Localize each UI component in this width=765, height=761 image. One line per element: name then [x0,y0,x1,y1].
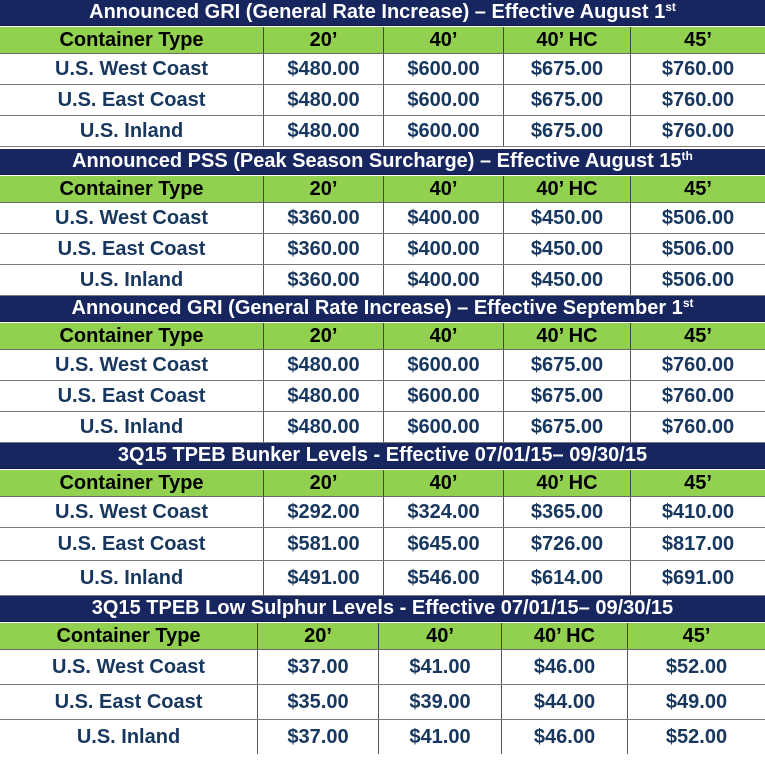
header-row [0,469,765,497]
rate-20ft: $35.00 [258,685,379,719]
header-45ft: 45’ [682,624,711,647]
header-container-type: Container Type [0,176,264,202]
header-row [0,322,765,350]
header-20ft: 20’ [264,323,384,349]
section-low-sulphur-levels [0,596,765,754]
rate-40ft-hc: $675.00 [504,412,631,442]
rate-40ft-hc: $675.00 [504,54,631,84]
rate-20ft: $581.00 [264,528,384,560]
rate-40ft: $324.00 [384,497,504,527]
rate-40ft-hc: $46.00 [502,650,628,684]
rate-20ft: $292.00 [264,497,384,527]
section-title: 3Q15 TPEB Low Sulphur Levels - Effective 07/01/15– 09/30/15 [0,596,765,622]
rate-40ft: $600.00 [384,350,504,380]
rate-45ft: $760.00 [661,353,735,376]
table-row [0,528,765,561]
rate-40ft-hc: $726.00 [504,528,631,560]
header-40ft: 40’ [384,176,504,202]
row-label: U.S. East Coast [0,234,264,264]
row-label: U.S. East Coast [0,685,258,719]
rate-40ft-hc: $675.00 [504,85,631,115]
header-40ft: 40’ [384,323,504,349]
table-row [0,85,765,116]
header-45ft: 45’ [684,28,712,51]
header-40ft: 40’ [384,470,504,496]
header-container-type: Container Type [0,470,264,496]
rate-40ft: $645.00 [384,528,504,560]
rate-40ft: $41.00 [379,720,502,754]
rate-20ft: $360.00 [264,265,384,295]
row-label: U.S. West Coast [0,350,264,380]
header-container-type: Container Type [0,323,264,349]
section-title: 3Q15 TPEB Bunker Levels - Effective 07/01/15– 09/30/15 [0,443,765,469]
rate-40ft-hc: $450.00 [504,265,631,295]
rate-20ft: $480.00 [264,85,384,115]
header-40ft-hc: 40’ HC [504,176,631,202]
section-bunker-levels [0,443,765,596]
rate-40ft-hc: $675.00 [504,381,631,411]
rate-45ft: $52.00 [665,725,728,748]
rate-45ft: $410.00 [661,500,735,523]
header-45ft: 45’ [684,324,712,347]
rate-40ft: $600.00 [384,412,504,442]
header-row [0,175,765,203]
rate-40ft-hc: $46.00 [502,720,628,754]
header-20ft: 20’ [264,470,384,496]
row-label: U.S. Inland [0,265,264,295]
header-40ft: 40’ [384,27,504,53]
rate-40ft: $400.00 [384,234,504,264]
row-label: U.S. East Coast [0,381,264,411]
section-title: Announced PSS (Peak Season Surcharge) – Effective August 15th [0,149,765,175]
rate-45ft: $760.00 [661,415,735,438]
rate-40ft-hc: $44.00 [502,685,628,719]
rate-20ft: $37.00 [258,720,379,754]
rate-40ft: $546.00 [384,561,504,595]
rate-45ft: $506.00 [661,206,735,229]
row-label: U.S. Inland [0,412,264,442]
table-row [0,412,765,443]
table-row [0,203,765,234]
rate-20ft: $360.00 [264,203,384,233]
header-40ft: 40’ [379,623,502,649]
header-20ft: 20’ [258,623,379,649]
table-row [0,234,765,265]
rate-45ft: $52.00 [665,655,728,678]
row-label: U.S. Inland [0,561,264,595]
table-row [0,720,765,754]
rate-40ft: $600.00 [384,54,504,84]
rate-40ft-hc: $365.00 [504,497,631,527]
row-label: U.S. Inland [0,720,258,754]
rate-40ft-hc: $450.00 [504,234,631,264]
header-40ft-hc: 40’ HC [502,623,628,649]
table-row [0,265,765,296]
header-40ft-hc: 40’ HC [504,470,631,496]
rate-40ft: $600.00 [384,381,504,411]
rate-40ft: $400.00 [384,265,504,295]
table-row [0,650,765,685]
row-label: U.S. East Coast [0,85,264,115]
rate-40ft: $41.00 [379,650,502,684]
header-container-type: Container Type [0,27,264,53]
header-row [0,26,765,54]
header-40ft-hc: 40’ HC [504,27,631,53]
rate-20ft: $37.00 [258,650,379,684]
header-container-type: Container Type [0,623,258,649]
rate-20ft: $491.00 [264,561,384,595]
rate-40ft: $600.00 [384,116,504,146]
rate-45ft: $760.00 [661,88,735,111]
rate-45ft: $506.00 [661,268,735,291]
rate-20ft: $360.00 [264,234,384,264]
row-label: U.S. West Coast [0,650,258,684]
table-row [0,561,765,596]
section-gri-august [0,0,765,147]
row-label: U.S. Inland [0,116,264,146]
section-gri-september [0,296,765,443]
table-row [0,497,765,528]
header-45ft: 45’ [684,177,712,200]
header-40ft-hc: 40’ HC [504,323,631,349]
rate-45ft: $817.00 [661,532,735,555]
header-45ft: 45’ [684,471,712,494]
row-label: U.S. West Coast [0,497,264,527]
header-20ft: 20’ [264,176,384,202]
rate-40ft-hc: $614.00 [504,561,631,595]
row-label: U.S. East Coast [0,528,264,560]
row-label: U.S. West Coast [0,54,264,84]
rate-45ft: $49.00 [665,690,728,713]
rate-20ft: $480.00 [264,412,384,442]
rate-20ft: $480.00 [264,116,384,146]
rate-20ft: $480.00 [264,350,384,380]
row-label: U.S. West Coast [0,203,264,233]
header-20ft: 20’ [264,27,384,53]
table-row [0,685,765,720]
section-title: Announced GRI (General Rate Increase) – Effective September 1st [0,296,765,322]
rate-40ft-hc: $675.00 [504,350,631,380]
rate-45ft: $760.00 [661,119,735,142]
rate-40ft: $400.00 [384,203,504,233]
table-row [0,54,765,85]
rate-40ft: $39.00 [379,685,502,719]
header-row [0,622,765,650]
rate-40ft-hc: $675.00 [504,116,631,146]
table-row [0,381,765,412]
section-title: Announced GRI (General Rate Increase) – Effective August 1st [0,0,765,26]
rate-20ft: $480.00 [264,54,384,84]
section-pss-august [0,149,765,296]
rate-45ft: $691.00 [661,566,735,589]
rate-20ft: $480.00 [264,381,384,411]
table-row [0,350,765,381]
rate-45ft: $760.00 [661,57,735,80]
table-row [0,116,765,147]
rate-40ft: $600.00 [384,85,504,115]
rate-40ft-hc: $450.00 [504,203,631,233]
rate-45ft: $760.00 [661,384,735,407]
rate-45ft: $506.00 [661,237,735,260]
